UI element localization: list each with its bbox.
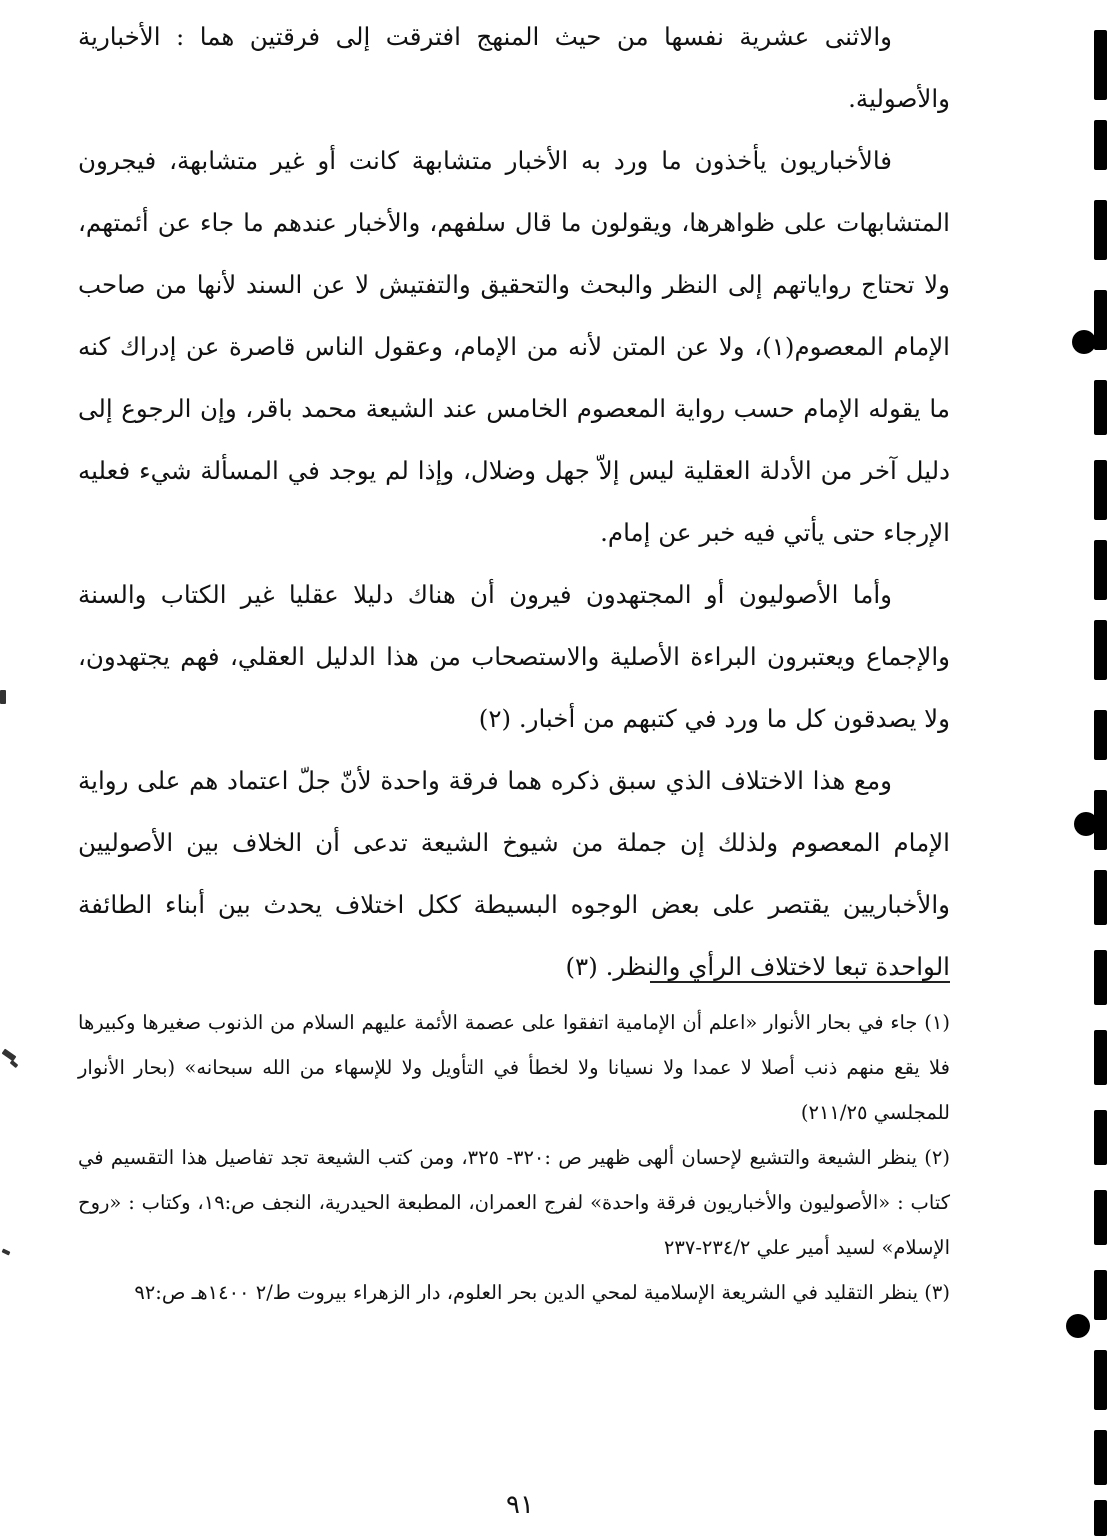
binding-mark (1094, 950, 1107, 1005)
footnotes (78, 1000, 950, 1315)
binding-hole (1066, 1314, 1090, 1338)
paragraph-4: ومع هذا الاختلاف الذي سبق ذكره هما فرقة واحدة لأنّ جلّ اعتماد هم على رواية الإمام المعصوم ولذلك إن جملة من شيوخ الشيعة تدعى أن الخلاف بين الأصوليين والأخباريين يقتصر على بعض الوجوه البسيطة ككل اختلاف يحدث بين أبناء الطائفة الواحدة تبعا لاختلاف الرأي والنظر. (٣) (78, 766, 950, 981)
binding-hole (1072, 330, 1096, 354)
paragraph-2: فالأخباريون يأخذون ما ورد به الأخبار متشابهة كانت أو غير متشابهة، فيجرون المتشابهات على ظواهرها، ويقولون ما قال سلفهم، والأخبار عندهم ما جاء عن أئمتهم، ولا تحتاج رواياتهم إلى النظر والبحث والتحقيق والتفتيش لا عن السند لأنها من صاحب الإمام المعصوم(١)، ولا عن المتن لأنه من الإمام، وعقول الناس قاصرة عن إدراك كنه ما يقوله الإمام حسب رواية المعصوم الخامس عند الشيعة محمد باقر، وإن الرجوع إلى دليل آخر من الأدلة العقلية ليس إلاّ جهل وضلال، وإذا لم يوجد في المسألة شيء فعليه الإرجاء حتى يأتي فيه خبر عن إمام. (78, 146, 950, 547)
binding-mark (1094, 620, 1107, 680)
body-text (78, 6, 950, 998)
binding-mark (1094, 120, 1107, 170)
binding-mark (1094, 30, 1107, 100)
scan-speck (10, 1060, 19, 1068)
binding-mark (1094, 200, 1107, 260)
scan-speck (2, 1049, 17, 1062)
binding-mark (1094, 460, 1107, 520)
binding-mark (1094, 1110, 1107, 1165)
paragraph-1: والاثنى عشرية نفسها من حيث المنهج افترقت إلى فرقتين هما : الأخبارية والأصولية. (78, 22, 950, 113)
binding-mark (1094, 540, 1107, 600)
page-number: ٩١ (506, 1490, 534, 1520)
scan-speck (0, 690, 6, 704)
footnote-2: (٢) ينظر الشيعة والتشيع لإحسان ألهى ظهير ص :٣٢٠- ٣٢٥، ومن كتب الشيعة تجد تفاصيل هذا التقسيم في كتاب : «الأصوليون والأخباريون فرقة واحدة» لفرج العمران، المطبعة الحيدرية، النجف ص:١٩، وكتاب : «روح الإسلام» لسيد أمير علي ٢٣٤/٢-٢٣٧ (78, 1146, 950, 1259)
binding-mark (1094, 1430, 1107, 1485)
binding-mark (1094, 1500, 1107, 1536)
binding-mark (1094, 1030, 1107, 1085)
binding-mark (1094, 710, 1107, 760)
binding-mark (1094, 870, 1107, 925)
binding-mark (1094, 380, 1107, 435)
footnote-separator (650, 981, 950, 983)
footnote-3: (٣) ينظر التقليد في الشريعة الإسلامية لمحي الدين بحر العلوم، دار الزهراء بيروت ط/٢ ١٤٠٠هـ ص:٩٢ (134, 1281, 950, 1304)
binding-mark (1094, 1350, 1107, 1410)
footnote-1: (١) جاء في بحار الأنوار «اعلم أن الإمامية اتفقوا على عصمة الأئمة عليهم السلام من الذنوب صغيرها وكبيرها فلا يقع منهم ذنب أصلا لا عمدا ولا نسيانا ولا لخطأ في التأويل ولا للإسهاء من الله سبحانه» (بحار الأنوار للمجلسي ٢١١/٢٥) (78, 1011, 950, 1124)
binding-mark (1094, 1190, 1107, 1245)
binding-mark (1094, 1270, 1107, 1320)
scan-speck (2, 1248, 11, 1255)
paragraph-3: وأما الأصوليون أو المجتهدون فيرون أن هناك دليلا عقليا غير الكتاب والسنة والإجماع ويعتبرون البراءة الأصلية والاستصحاب من هذا الدليل العقلي، فهم يجتهدون، ولا يصدقون كل ما ورد في كتبهم من أخبار. (٢) (78, 580, 950, 733)
binding-hole (1074, 812, 1098, 836)
